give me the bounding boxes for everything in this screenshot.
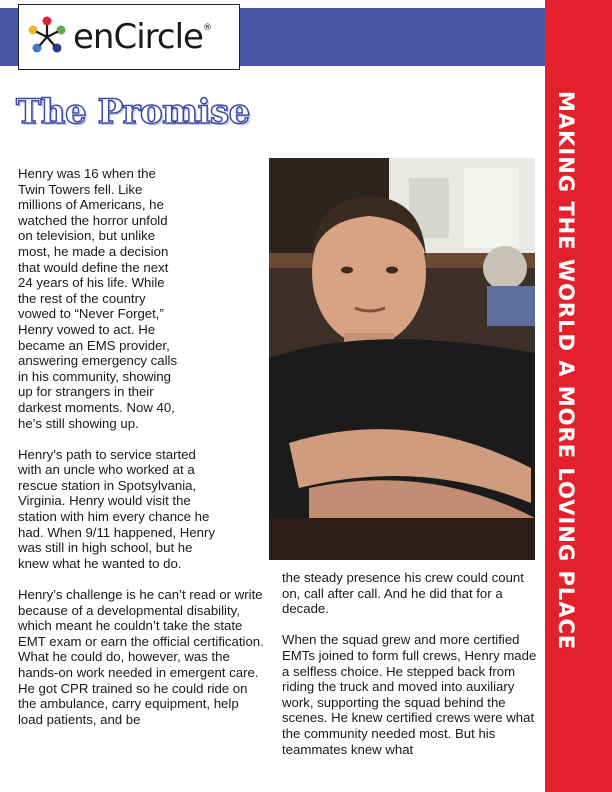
right-column: [282, 570, 544, 773]
brand-name: enCircle®: [73, 17, 211, 57]
paragraph: Henry’s challenge is he can’t read or write because of a developmental disability, which meant he couldn’t take the state EMT exam or earn the official certification. What he could do, however, was the hands-on work needed in emergent care. He got CPR trained so he could ride on the ambulance, carry equipment, help load patients, and be: [18, 587, 264, 727]
page-title: The Promise: [16, 92, 250, 132]
paragraph: the steady presence his crew could count on, call after call. And he did that for a decade.: [282, 570, 524, 617]
portrait-photo: [269, 158, 535, 560]
paragraph: Henry’s path to service started with an uncle who worked at a rescue station in Spotsylvania, Virginia. Henry would visit the station with him every chance he had. When 9/11 happened, Henry was still in high school, but he knew what he wanted to do.: [18, 446, 215, 571]
side-tagline: MAKING THE WORLD A MORE LOVING PLACE: [554, 91, 578, 651]
encircle-logo-icon: [25, 15, 69, 59]
paragraph: When the squad grew and more certified EMTs joined to form full crews, Henry made a selfless choice. He stepped back from riding the truck and moved into auxiliary work, supporting the squad behind the scenes. He knew certified crews were what the community needed most. But his teammates knew what: [282, 632, 537, 757]
logo: [18, 4, 240, 70]
paragraph: Henry was 16 when the Twin Towers fell. Like millions of Americans, he watched the horror unfold on television, but unlike most, he made a decision that would define the next 24 years of his life. While the rest of the country vowed to “Never Forget,” Henry vowed to act. He became an EMS provider, answering emergency calls in his community, showing up for strangers in their darkest moments. Now 40, he’s still showing up.: [18, 166, 178, 431]
left-column: [18, 166, 266, 743]
